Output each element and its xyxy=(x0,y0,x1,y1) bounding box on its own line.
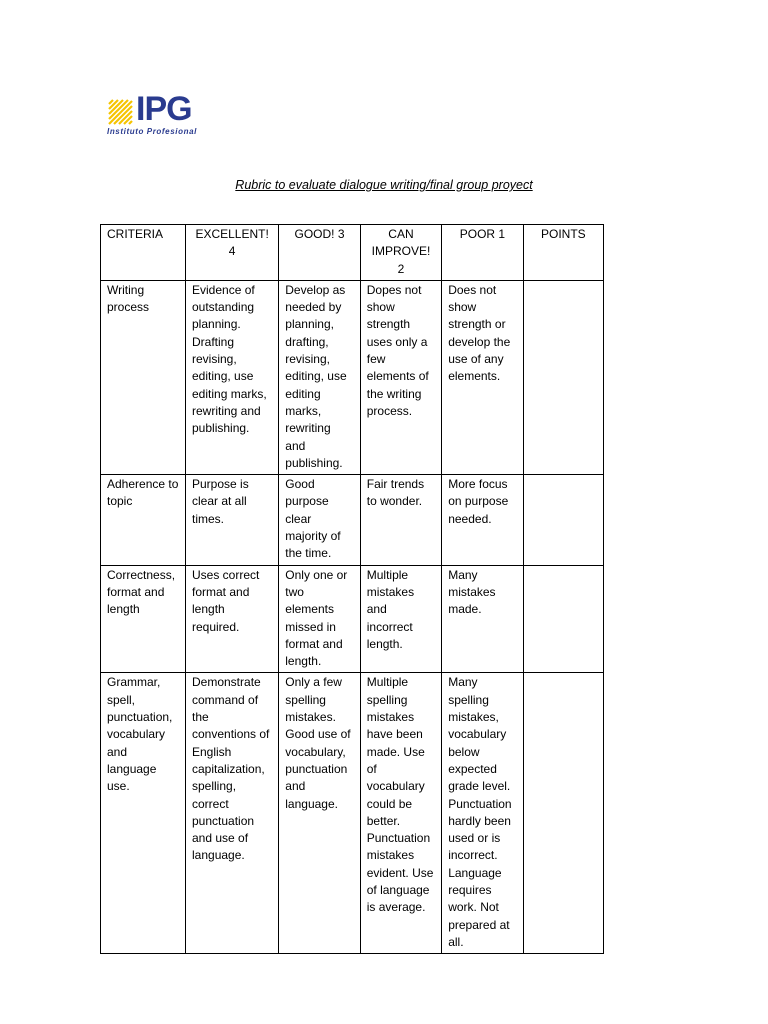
table-row xyxy=(101,565,604,673)
table-header-row xyxy=(101,225,604,281)
cell-points xyxy=(523,475,603,565)
logo-wordmark: IPG xyxy=(136,90,192,128)
cell-criteria: Grammar, spell, punctuation, vocabulary and language use. xyxy=(101,673,186,954)
ipg-logo-mark-icon xyxy=(107,95,134,125)
header-criteria: CRITERIA xyxy=(101,225,186,281)
header-good: GOOD! 3 xyxy=(279,225,360,281)
cell-excellent: Purpose is clear at all times. xyxy=(186,475,279,565)
cell-excellent: Evidence of outstanding planning. Drafting revising, editing, use editing marks, rewriting and publishing. xyxy=(186,280,279,474)
header-can-improve: CAN IMPROVE! 2 xyxy=(360,225,441,281)
cell-can-improve: Fair trends to wonder. xyxy=(360,475,441,565)
cell-poor: Does not show strength or develop the use of any elements. xyxy=(442,280,523,474)
document-title: Rubric to evaluate dialogue writing/final group proyect xyxy=(235,178,533,192)
ipg-logo xyxy=(107,92,207,138)
cell-good: Develop as needed by planning, drafting, revising, editing, use editing marks, rewriting and publishing. xyxy=(279,280,360,474)
rubric-table xyxy=(100,224,604,954)
cell-can-improve: Dopes not show strength uses only a few elements of the writing process. xyxy=(360,280,441,474)
cell-points xyxy=(523,673,603,954)
table-row xyxy=(101,475,604,565)
cell-good: Only one or two elements missed in format and length. xyxy=(279,565,360,673)
header-excellent: EXCELLENT! 4 xyxy=(186,225,279,281)
header-poor: POOR 1 xyxy=(442,225,523,281)
cell-criteria: Correctness, format and length xyxy=(101,565,186,673)
table-row xyxy=(101,673,604,954)
cell-poor: More focus on purpose needed. xyxy=(442,475,523,565)
cell-can-improve: Multiple mistakes and incorrect length. xyxy=(360,565,441,673)
cell-criteria: Writing process xyxy=(101,280,186,474)
cell-points xyxy=(523,565,603,673)
cell-poor: Many spelling mistakes, vocabulary below expected grade level. Punctuation hardly been used or is incorrect. Language requires work. Not prepared at all. xyxy=(442,673,523,954)
table-row xyxy=(101,280,604,474)
cell-good: Good purpose clear majority of the time. xyxy=(279,475,360,565)
cell-points xyxy=(523,280,603,474)
cell-excellent: Demonstrate command of the conventions of English capitalization, spelling, correct punctuation and use of language. xyxy=(186,673,279,954)
header-points: POINTS xyxy=(523,225,603,281)
cell-criteria: Adherence to topic xyxy=(101,475,186,565)
cell-excellent: Uses correct format and length required. xyxy=(186,565,279,673)
cell-good: Only a few spelling mistakes. Good use of vocabulary, punctuation and language. xyxy=(279,673,360,954)
cell-poor: Many mistakes made. xyxy=(442,565,523,673)
logo-subtitle: Instituto Profesional xyxy=(107,127,197,136)
cell-can-improve: Multiple spelling mistakes have been made. Use of vocabulary could be better. Punctuation mistakes evident. Use of language is average. xyxy=(360,673,441,954)
